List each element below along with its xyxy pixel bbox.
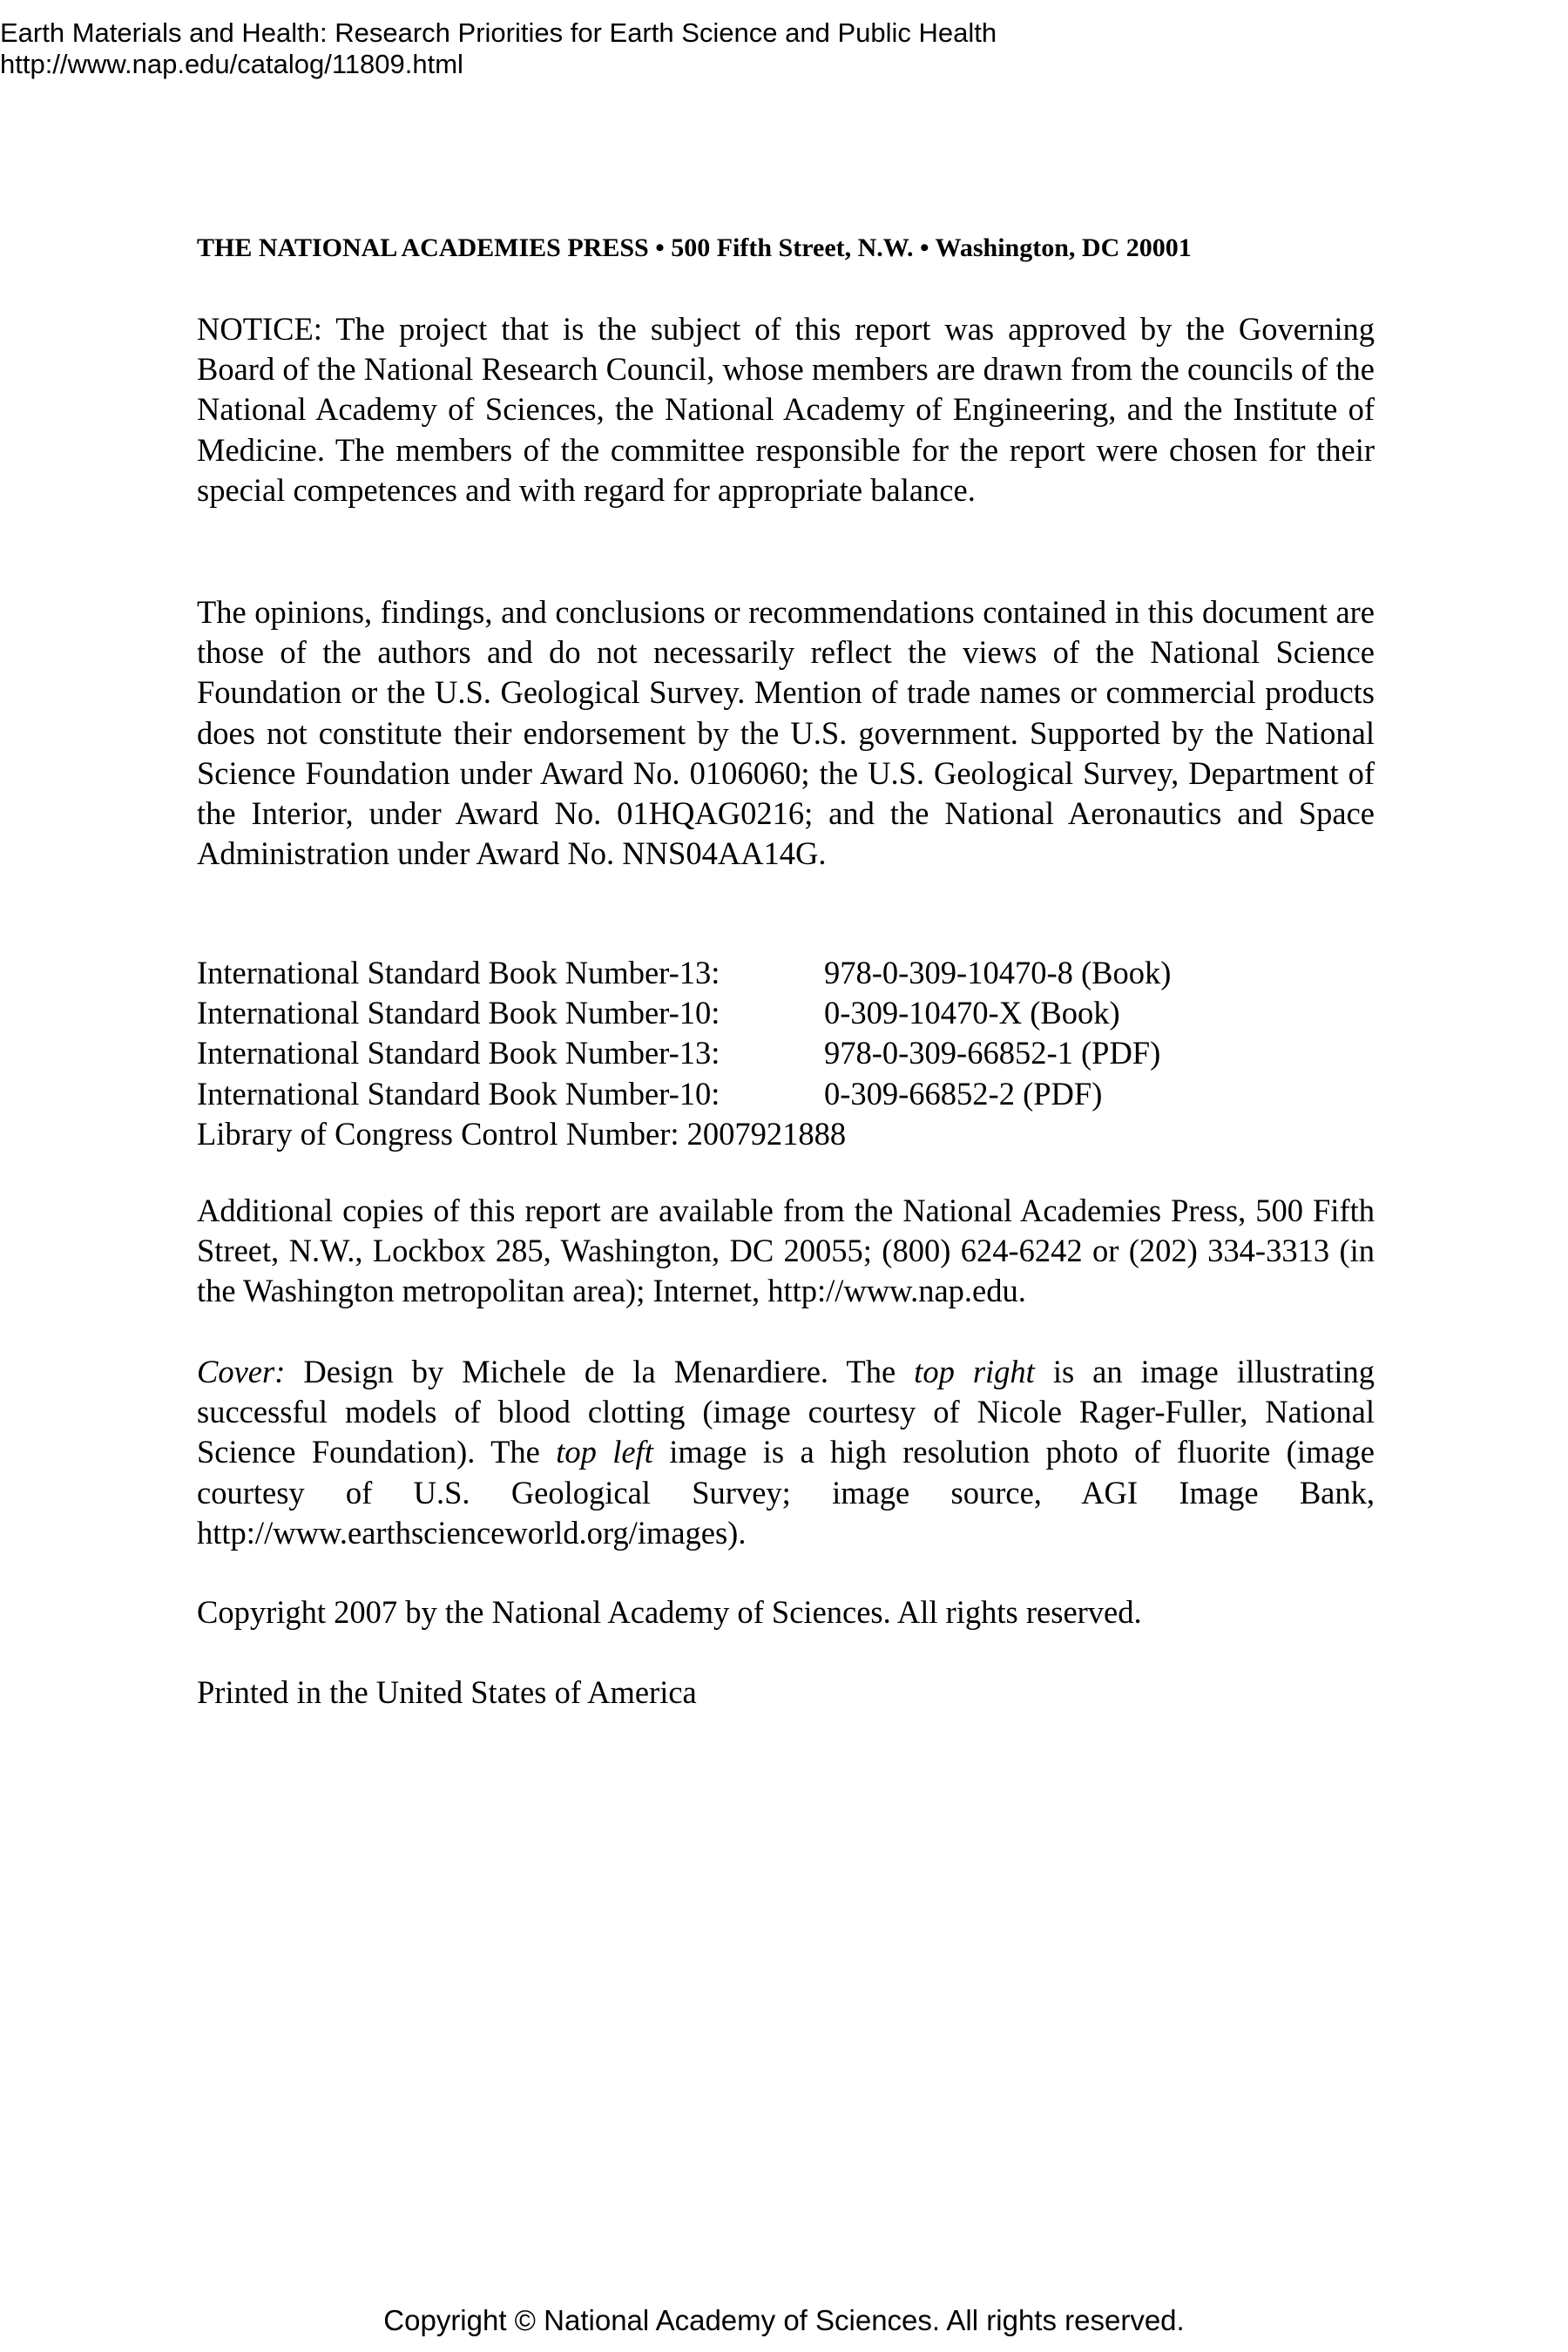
isbn-row: [197, 953, 1375, 993]
isbn-value: 0-309-10470-X (Book): [824, 995, 1120, 1031]
opinions-paragraph: The opinions, findings, and conclusions or recommendations contained in this document are those of the authors and do not necessarily reflect the views of the National Science Foundation or the U.S. Geological Survey. Mention of trade names or commercial products does not constitute their endorsement by the U.S. government. Supported by the National Science Foundation under Award No. 0106060; the U.S. Geological Survey, Department of the Interior, under Award No. 01HQAG0216; and the National Aeronautics and Space Administration under Award No. NNS04AA14G.: [197, 594, 1375, 872]
cover-credit-paragraph: [197, 1352, 1375, 1553]
isbn-label: International Standard Book Number-13:: [197, 955, 720, 990]
notice-paragraph: NOTICE: The project that is the subject of this report was approved by the Governing Board of the National Research Council, whose members are drawn from the councils of the National Academy of Sciences, the National Academy of Engineering, and the Institute of Medicine. The members of the committee responsible for the report were chosen for their special competences and with regard for appropriate balance.: [197, 311, 1375, 508]
isbn-list: [197, 953, 1375, 1154]
press-address-line: THE NATIONAL ACADEMIES PRESS • 500 Fifth Street, N.W. • Washington, DC 20001: [197, 233, 1192, 262]
copyright-statement: Copyright 2007 by the National Academy of Sciences. All rights reserved.: [197, 1594, 1142, 1630]
isbn-row: [197, 1033, 1375, 1073]
isbn-value: 978-0-309-66852-1 (PDF): [824, 1035, 1161, 1071]
isbn-value: 978-0-309-10470-8 (Book): [824, 955, 1172, 990]
isbn-row: [197, 1074, 1375, 1114]
cover-emphasis: top right: [914, 1354, 1035, 1389]
document-title: Earth Materials and Health: Research Priorities for Earth Science and Public Health: [0, 17, 997, 48]
catalog-url[interactable]: http://www.nap.edu/catalog/11809.html: [0, 49, 463, 79]
cover-label: Cover:: [197, 1354, 286, 1389]
isbn-value: 0-309-66852-2 (PDF): [824, 1075, 1103, 1112]
cover-text-part: is an image illustrating successful models of blood clotting (image courtesy of Nicole Rager-Fuller, National Science Foundation). The: [197, 1354, 1375, 1470]
isbn-label: International Standard Book Number-10:: [197, 1075, 720, 1112]
cover-text-part: image is a high resolution photo of fluorite (image courtesy of U.S. Geological Survey; image source, AGI Image Bank, http://www.earthscienceworld.org/images).: [197, 1434, 1375, 1551]
isbn-label: International Standard Book Number-10:: [197, 995, 720, 1031]
library-of-congress-number: Library of Congress Control Number: 2007921888: [197, 1115, 847, 1152]
isbn-row: [197, 993, 1375, 1033]
page-footer-copyright: Copyright © National Academy of Sciences. All rights reserved.: [383, 2304, 1185, 2336]
cover-emphasis: top left: [556, 1434, 653, 1470]
printed-in-statement: Printed in the United States of America: [197, 1674, 697, 1710]
isbn-label: International Standard Book Number-13:: [197, 1035, 720, 1071]
cover-text-part: Design by Michele de la Menardiere. The: [285, 1354, 915, 1389]
additional-copies-paragraph: Additional copies of this report are available from the National Academies Press, 500 Fifth Street, N.W., Lockbox 285, Washington, DC 20055; (800) 624-6242 or (202) 334-3313 (in the Washington metropolitan area); Internet, http://www.nap.edu.: [197, 1193, 1375, 1309]
